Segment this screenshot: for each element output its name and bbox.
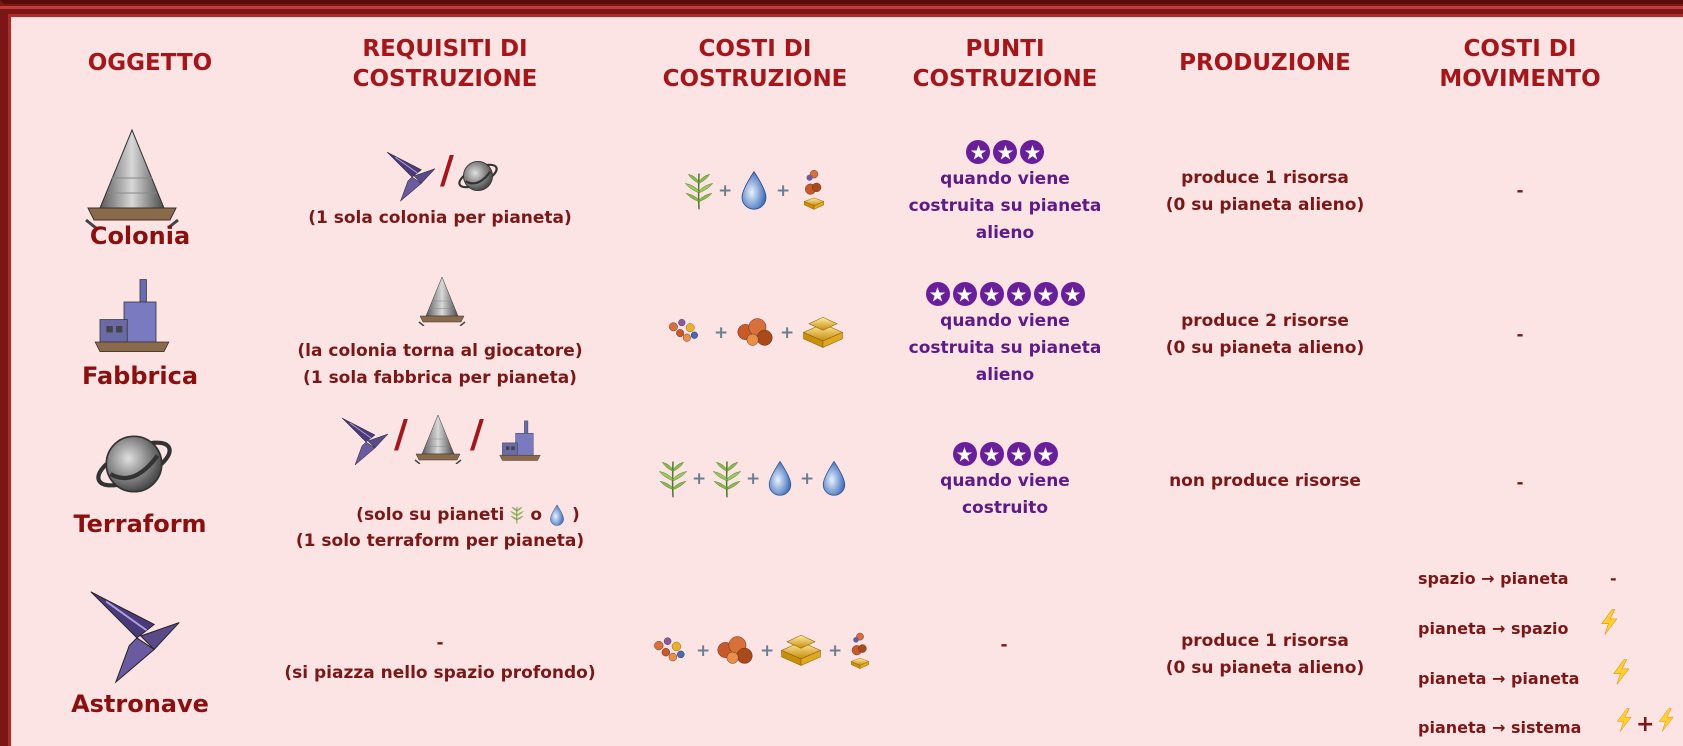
star-icon	[980, 442, 1004, 466]
plus-sign: +	[746, 469, 761, 489]
spaceship-icon	[84, 588, 186, 684]
water-resource-icon	[734, 162, 774, 218]
star-icon	[953, 282, 977, 306]
header-requisiti: REQUISITI DI COSTRUZIONE	[352, 36, 538, 92]
star-icon	[980, 282, 1004, 306]
movimento-spazio-pianeta: spazio → pianeta	[1418, 569, 1569, 588]
star-icon	[1007, 282, 1031, 306]
requisiti-text: o	[530, 504, 543, 525]
movimento-colonia: -	[1516, 181, 1524, 201]
movimento-cost-none: -	[1610, 569, 1617, 588]
star-icon	[1034, 282, 1058, 306]
star-icon	[1034, 442, 1058, 466]
water-resource-icon	[762, 452, 798, 504]
lightning-icon	[1612, 698, 1636, 742]
colony-icon	[410, 414, 466, 464]
top-border	[0, 6, 1683, 9]
mixed-ore-icon	[646, 628, 698, 672]
header-produzione: PRODUZIONE	[1179, 50, 1351, 76]
punti-fabbrica	[900, 282, 1110, 389]
requisiti-astronave: (si piazza nello spazio profondo)	[284, 663, 596, 683]
movimento-terraform: -	[1516, 473, 1524, 493]
lightning-icon	[1608, 650, 1634, 694]
plus-sign: +	[760, 641, 775, 661]
spaceship-icon	[382, 150, 440, 202]
punti-colonia	[900, 140, 1110, 247]
punti-text: quando viene costruita su pianeta alieno	[908, 169, 1102, 243]
star-icon	[953, 442, 977, 466]
plant-resource-icon	[708, 450, 746, 508]
ore-resource-icon	[710, 626, 760, 674]
water-resource-icon	[546, 500, 568, 530]
plus-sign: +	[1636, 712, 1655, 737]
gold-resource-icon	[774, 618, 828, 672]
requisiti-terraform-line2: (1 solo terraform per pianeta)	[295, 531, 585, 551]
header-punti: PUNTI COSTRUZIONE	[912, 36, 1098, 92]
star-icon	[993, 140, 1017, 164]
requisiti-colonia: (1 sola colonia per pianeta)	[308, 208, 572, 228]
item-name-colonia: Colonia	[89, 222, 191, 250]
plus-sign: +	[800, 469, 815, 489]
lightning-icon	[1654, 698, 1678, 742]
produzione-terraform: non produce risorse	[1169, 471, 1361, 491]
produzione-fabbrica: produce 2 risorse (0 su pianeta alieno)	[1165, 311, 1365, 358]
item-name-astronave: Astronave	[71, 690, 209, 718]
requisiti-terraform-line1	[318, 500, 618, 530]
star-rating	[900, 442, 1110, 466]
punti-text: quando viene costruita su pianeta alieno	[908, 311, 1102, 385]
slash-separator: /	[394, 412, 408, 456]
item-name-fabbrica: Fabbrica	[81, 362, 199, 390]
factory-icon	[82, 278, 182, 358]
star-icon	[926, 282, 950, 306]
plus-sign: +	[828, 641, 843, 661]
plus-sign: +	[696, 641, 711, 661]
plus-sign: +	[714, 323, 729, 343]
mixed-ore-icon	[660, 310, 712, 352]
plus-sign: +	[692, 469, 707, 489]
mixed-resources-icon	[792, 152, 836, 228]
star-rating	[900, 140, 1110, 164]
gold-resource-icon	[796, 300, 850, 354]
colony-icon	[414, 276, 470, 326]
punti-astronave: -	[1000, 635, 1008, 655]
punti-terraform	[900, 442, 1110, 522]
produzione-astronave: produce 1 risorsa (0 su pianeta alieno)	[1165, 631, 1365, 678]
plant-resource-icon	[654, 450, 692, 508]
plant-resource-icon	[508, 502, 526, 528]
star-icon	[1007, 442, 1031, 466]
lightning-icon	[1596, 600, 1622, 644]
terraform-icon	[456, 154, 500, 198]
mixed-resources-icon	[840, 612, 880, 690]
requisiti-text: (solo su pianeti	[356, 504, 505, 525]
movimento-pianeta-sistema: pianeta → sistema	[1418, 718, 1582, 737]
ore-resource-icon	[730, 308, 780, 356]
colony-icon	[82, 128, 182, 228]
star-icon	[1020, 140, 1044, 164]
plus-sign: +	[776, 181, 791, 201]
plus-sign: +	[780, 323, 795, 343]
spaceship-icon	[336, 416, 394, 466]
star-icon	[1061, 282, 1085, 306]
movimento-fabbrica: -	[1516, 325, 1524, 345]
star-rating	[900, 282, 1110, 306]
factory-icon	[494, 420, 546, 464]
star-icon	[966, 140, 990, 164]
header-oggetto: OGGETTO	[87, 50, 213, 76]
movimento-pianeta-pianeta: pianeta → pianeta	[1418, 669, 1580, 688]
plant-resource-icon	[680, 162, 718, 220]
slash-separator: /	[440, 148, 454, 192]
plus-sign: +	[718, 181, 733, 201]
requisiti-fabbrica: (la colonia torna al giocatore) (1 sola fabbrica per pianeta)	[297, 341, 583, 388]
terraform-icon	[92, 422, 176, 506]
produzione-colonia: produce 1 risorsa (0 su pianeta alieno)	[1165, 168, 1365, 215]
requisiti-text: )	[572, 504, 580, 525]
slash-separator: /	[470, 412, 484, 456]
punti-text: quando viene costruito	[940, 471, 1070, 518]
header-costi: COSTI DI COSTRUZIONE	[662, 36, 848, 92]
water-resource-icon	[816, 452, 852, 504]
item-name-terraform: Terraform	[73, 510, 207, 538]
requisiti-astronave-dash: -	[436, 633, 444, 653]
header-movimento: COSTI DI MOVIMENTO	[1439, 36, 1601, 92]
movimento-pianeta-spazio: pianeta → spazio	[1418, 619, 1569, 638]
